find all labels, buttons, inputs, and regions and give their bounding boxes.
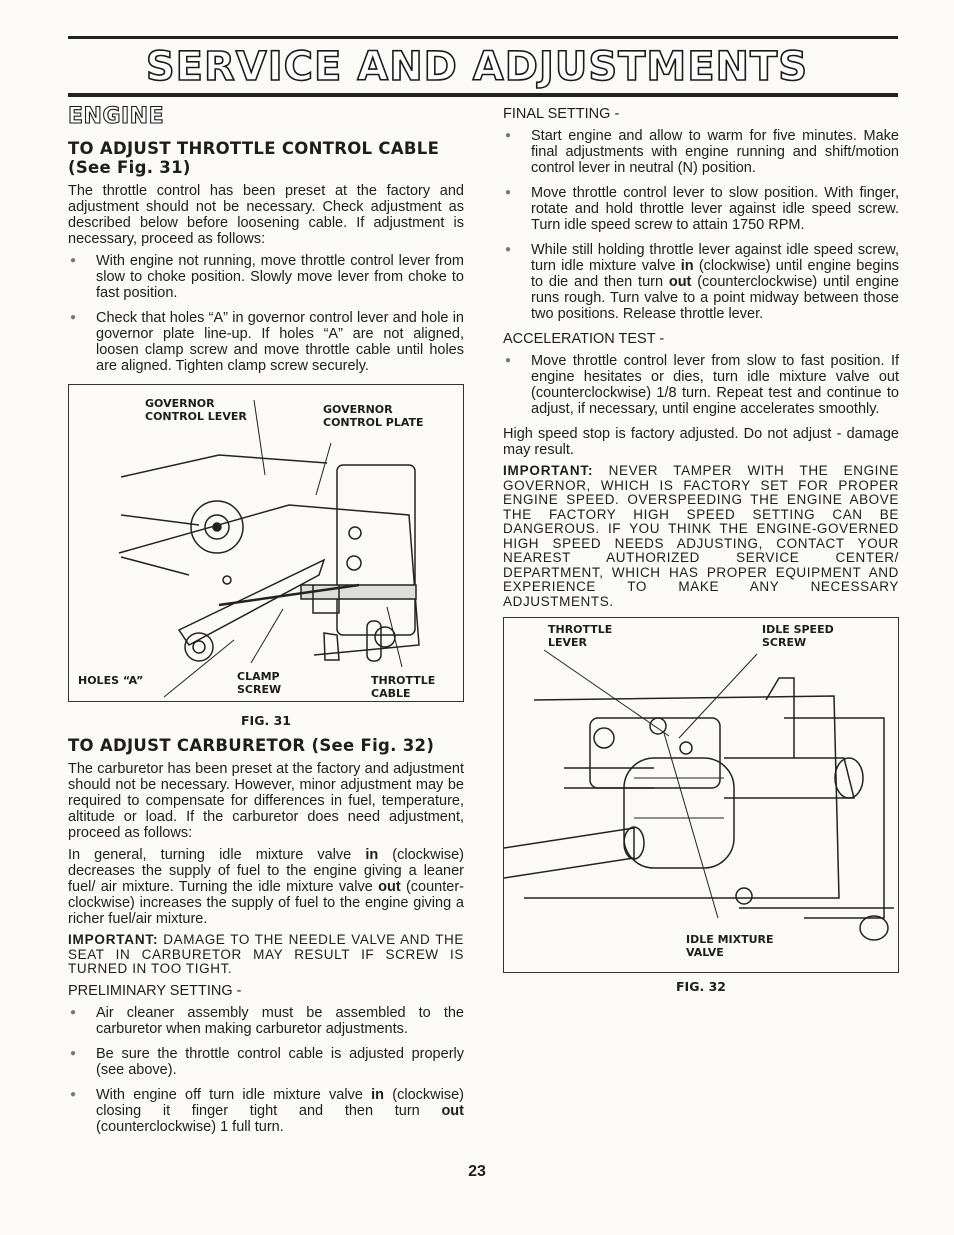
- label-governor-control-plate: GOVERNOR CONTROL PLATE: [323, 403, 424, 429]
- carburetor-important: IMPORTANT: DAMAGE TO THE NEEDLE VALVE AND THE SEAT IN CARBURETOR MAY RESULT IF SCREW IS TURNED IN TOO TIGHT.: [68, 932, 464, 976]
- throttle-heading: TO ADJUST THROTTLE CONTROL CABLE: [68, 139, 440, 158]
- carburetor-general: In general, turning idle mixture valve in (clockwise) decreases the supply of fuel to the engine giving a leaner fuel/ air mixture. Turning the idle mixture valve out (counter-clockwise) increases the supply of fuel to the engine giving a richer fuel/air mixture.: [68, 847, 464, 927]
- figure-31-caption: FIG. 31: [241, 713, 291, 728]
- acceleration-steps: [503, 353, 899, 417]
- page-title: SERVICE AND ADJUSTMENTS: [145, 44, 809, 90]
- final-setting-steps: [503, 128, 899, 322]
- top-rule: [68, 36, 898, 39]
- high-speed-note: High speed stop is factory adjusted. Do not adjust - damage may result.: [503, 426, 899, 458]
- label-idle-mixture-valve: IDLE MIXTURE VALVE: [686, 933, 774, 959]
- label-governor-control-lever: GOVERNOR CONTROL LEVER: [145, 397, 247, 423]
- section-heading-engine: ENGINE: [68, 104, 165, 129]
- list-item: ● Move throttle control lever from slow to fast position. If engine hesitates or dies, turn idle mixture valve out (counterclockwise) 1/8 turn. Repeat test and continue to adjust, if necessary, until engine accelerates smoothly.: [504, 353, 899, 417]
- list-item: ● While still holding throttle lever against idle speed screw, turn idle mixture valve in (clockwise) until engine begins to die and then turn out (counterclockwise) until engine runs rough. Turn valve to a point midway between those two positions. Release throttle lever.: [504, 242, 900, 322]
- bullet-icon: ●: [504, 355, 512, 366]
- throttle-steps: [68, 253, 464, 374]
- bullet-icon: ●: [69, 312, 77, 323]
- preliminary-steps: [68, 1005, 464, 1135]
- list-item: ● Move throttle control lever to slow position. With finger, rotate and hold throttle lever against idle speed screw. Turn idle speed screw to attain 1750 RPM.: [504, 185, 899, 233]
- label-throttle-lever: THROTTLE LEVER: [548, 623, 613, 649]
- bullet-icon: ●: [504, 244, 512, 255]
- carburetor-intro: The carburetor has been preset at the factory and adjustment should not be necessary. However, minor adjustment may be required to compensate for differences in fuel, temperature, altitude or load. If the carburetor does need adjustment, proceed as follows:: [68, 761, 464, 841]
- acceleration-test-label: ACCELERATION TEST -: [503, 331, 665, 347]
- bullet-icon: ●: [69, 1088, 77, 1100]
- right-column: [503, 104, 899, 994]
- list-item: ● Be sure the throttle control cable is adjusted properly (see above).: [69, 1045, 464, 1078]
- figure-32: [503, 617, 899, 973]
- left-column: [68, 104, 464, 1144]
- throttle-subheading: (See Fig. 31): [68, 158, 191, 177]
- carburetor-illustration: [504, 618, 898, 972]
- bullet-icon: ●: [504, 130, 512, 141]
- list-item: ● Air cleaner assembly must be assembled to the carburetor when making carburetor adjustments.: [69, 1004, 464, 1037]
- throttle-intro: The throttle control has been preset at the factory and adjustment should not be necessary. Check adjustment as described below before loosening cable. If adjustment is necessary, proceed as follows:: [68, 183, 464, 247]
- bullet-icon: ●: [69, 1047, 77, 1059]
- list-item: ● With engine not running, move throttle control lever from slow to choke position. Slowly move lever from choke to fast position.: [69, 253, 464, 301]
- preliminary-setting-label: PRELIMINARY SETTING -: [68, 982, 242, 999]
- final-setting-label: FINAL SETTING -: [503, 106, 620, 122]
- title-rule: [68, 93, 898, 97]
- label-holes-a: HOLES “A”: [78, 674, 144, 687]
- bullet-icon: ●: [69, 1006, 77, 1018]
- carburetor-heading: TO ADJUST CARBURETOR (See Fig. 32): [68, 736, 435, 755]
- list-item: ● Check that holes “A” in governor control lever and hole in governor plate line-up. If holes “A” are not aligned, loosen clamp screw and move throttle cable until holes are aligned. Tighten clamp screw securely.: [69, 310, 464, 374]
- governor-important: IMPORTANT: NEVER TAMPER WITH THE ENGINE GOVERNOR, WHICH IS FACTORY SET FOR PROPER ENGINE SPEED. OVERSPEEDING THE ENGINE ABOVE THE FACTORY HIGH SPEED SETTING CAN BE DANGEROUS. IF YOU THINK THE ENGINE-GOVERNED HIGH SPEED NEEDS ADJUSTING, CONTACT YOUR NEAREST AUTHORIZED SERVICE CENTER/ DEPARTMENT, WHICH HAS PROPER EQUIPMENT AND EXPERIENCE TO MAKE ANY NECESSARY ADJUSTMENTS.: [503, 463, 899, 609]
- bullet-icon: ●: [504, 187, 512, 198]
- governor-illustration: [69, 385, 463, 701]
- bullet-icon: ●: [69, 255, 77, 266]
- label-clamp-screw: CLAMP SCREW: [237, 670, 282, 696]
- label-throttle-cable: THROTTLE CABLE: [371, 674, 436, 700]
- label-idle-speed-screw: IDLE SPEED SCREW: [762, 623, 834, 649]
- figure-31: [68, 384, 464, 702]
- figure-32-caption: FIG. 32: [676, 979, 726, 994]
- list-item: ● Start engine and allow to warm for five minutes. Make final adjustments with engine running and shift/motion control lever in neutral (N) position.: [504, 128, 899, 176]
- list-item: ● With engine off turn idle mixture valve in (clockwise) closing it finger tight and then turn out (counterclockwise) 1 full turn.: [69, 1086, 465, 1135]
- page-number: 23: [468, 1163, 486, 1180]
